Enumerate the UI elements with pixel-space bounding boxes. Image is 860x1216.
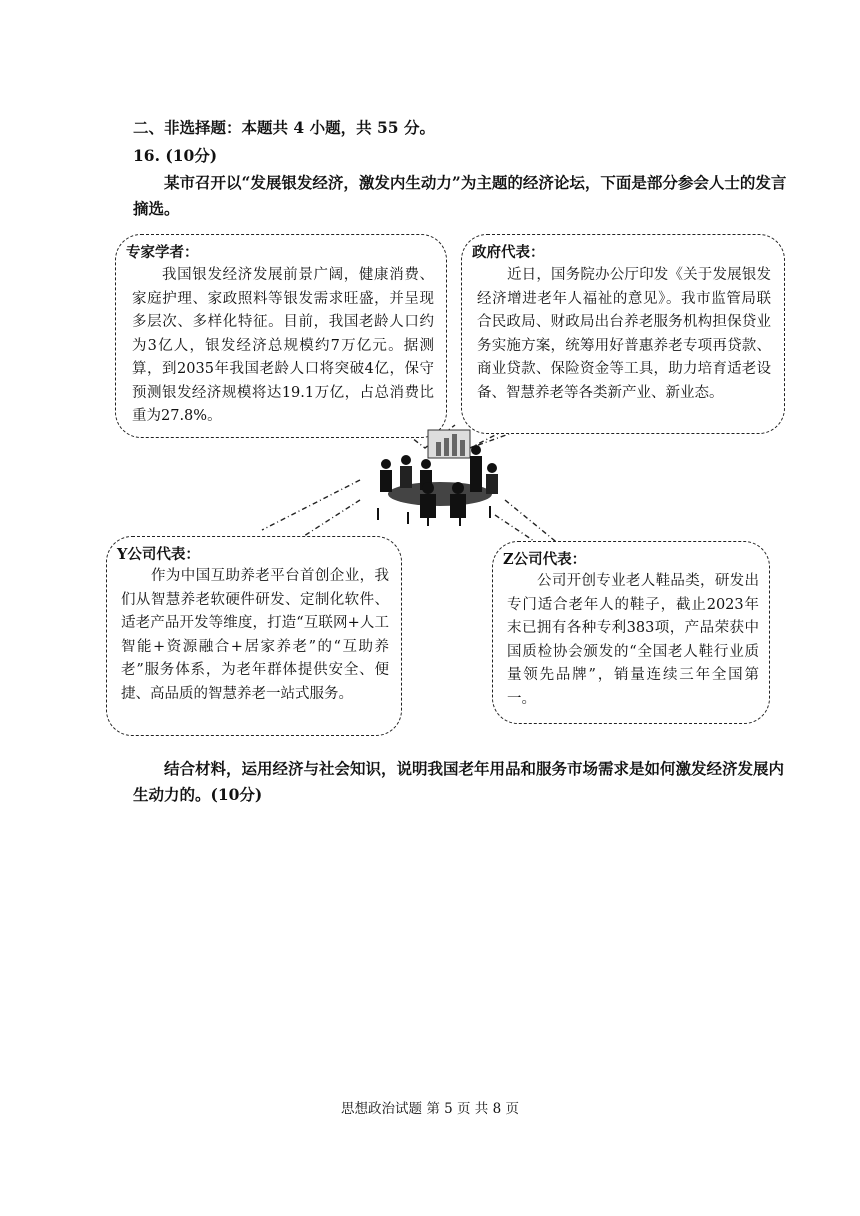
government-text: 近日，国务院办公厅印发《关于发展银发经济增进老年人福祉的意见》。我市监管局联合民政局、财政局出台养老服务机构担保贷业务实施方案，统筹用好普惠养老专项再贷款、商业贷款、保险资金等工具，助力培育适老设备、智慧养老等各类新产业、新业态。 <box>477 267 771 401</box>
intro-paragraph: 某市召开以“发展银发经济，激发内生动力”为主题的经济论坛，下面是部分参会人士的发言摘选。 <box>133 173 787 218</box>
section-heading: 二、非选择题：本题共 4 小题，共 55 分。 <box>133 118 435 137</box>
company-z-text: 公司开创专业老人鞋品类，研发出专门适合老年人的鞋子，截止2023年末已拥有各种专利383项，产品荣获中国质检协会颁发的“全国老人鞋行业质量领先品牌”，销量连续三年全国第一。 <box>507 573 759 707</box>
company-y-speaker: Y公司代表： <box>117 546 200 563</box>
meeting-illustration <box>368 428 508 528</box>
company-z-bubble <box>492 541 770 724</box>
expert-speaker: 专家学者： <box>126 244 199 261</box>
company-z-speaker: Z公司代表： <box>503 551 587 568</box>
government-speaker: 政府代表： <box>472 244 545 261</box>
question-number: 16. (10分) <box>133 146 218 165</box>
expert-bubble <box>115 234 447 438</box>
expert-text: 我国银发经济发展前景广阔，健康消费、家庭护理、家政照料等银发需求旺盛，并呈现多层次、多样化特征。目前，我国老龄人口约为3亿人，银发经济总规模约7万亿元。据测算，到2035年我国老龄人口将突破4亿，保守预测银发经济规模将达19.1万亿，占总消费比重为27.8%。 <box>132 267 434 424</box>
page-footer: 思想政治试题 第 5 页 共 8 页 <box>341 1101 519 1117</box>
question-prompt: 结合材料，运用经济与社会知识，说明我国老年用品和服务市场需求是如何激发经济发展内生动力的。(10分) <box>133 759 785 804</box>
company-y-text: 作为中国互助养老平台首创企业，我们从智慧养老软硬件研发、定制化软件、适老产品开发等维度，打造“互联网+人工智能+资源融合+居家养老”的“互助养老”服务体系，为老年群体提供安全、便捷、高品质的智慧养老一站式服务。 <box>121 568 389 702</box>
company-y-bubble <box>106 536 402 736</box>
government-bubble <box>461 234 785 434</box>
